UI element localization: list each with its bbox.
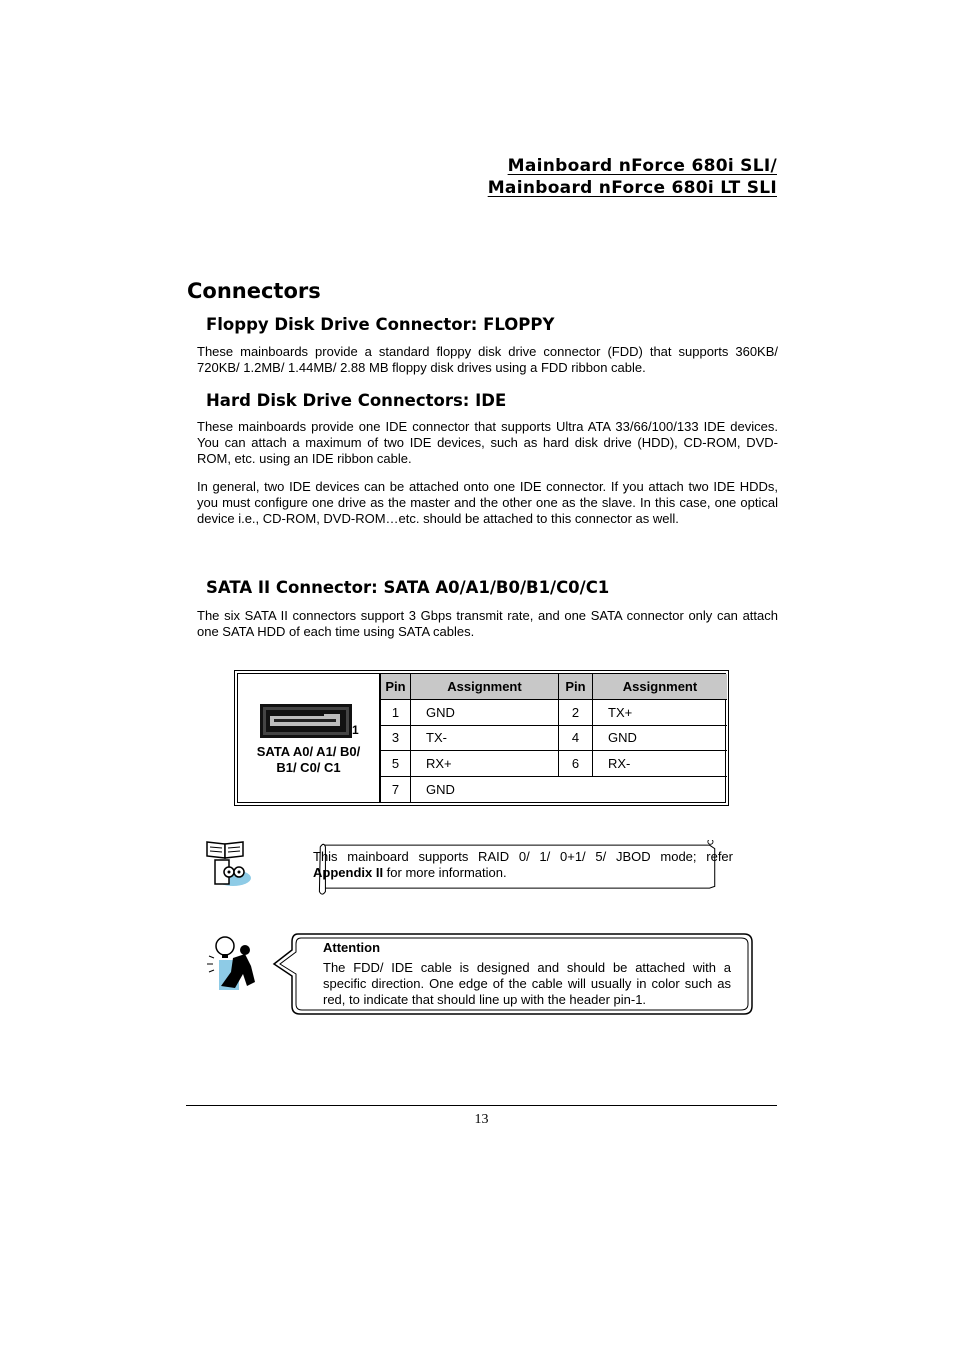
table-row bbox=[381, 725, 728, 751]
table-row bbox=[381, 751, 728, 777]
sata-connector-label: SATA A0/ A1/ B0/ B1/ C0/ C1 bbox=[256, 744, 361, 775]
raid-note: This mainboard supports RAID 0/ 1/ 0+1/ 5/ JBOD mode; refer Appendix II for more information. bbox=[313, 849, 733, 880]
attention-text: The FDD/ IDE cable is designed and should be attached with a specific direction. One edge of the cable will usually in color such as red, to indicate that should line up with the header pin-1. bbox=[323, 960, 731, 1007]
pin-cell: 1 bbox=[381, 700, 411, 726]
pin-header: Pin bbox=[381, 674, 411, 700]
attention-title: Attention bbox=[323, 940, 381, 955]
ide-text-1: These mainboards provide one IDE connector that supports Ultra ATA 33/66/100/133 IDE devices. You can attach a maximum of two IDE devices, such as hard disk drive (HDD), CD-ROM, DVD-ROM, etc. using an IDE ribbon cable. bbox=[197, 419, 778, 466]
sata-connector-icon bbox=[260, 704, 352, 738]
assignment-cell: RX+ bbox=[411, 751, 559, 777]
table-header-row bbox=[381, 674, 728, 700]
pin-cell: 3 bbox=[381, 725, 411, 751]
appendix-reference: Appendix II bbox=[313, 865, 384, 880]
ide-text-2: In general, two IDE devices can be attached onto one IDE connector. If you attach two IDE HDDs, you must configure one drive as the master and the other one as the slave. In this case, one optical device i.e., CD-ROM, DVD-ROM…etc. should be attached to this connector as well. bbox=[197, 479, 778, 526]
table-row bbox=[381, 776, 728, 802]
assignment-cell: TX+ bbox=[593, 700, 728, 726]
footer-divider bbox=[186, 1105, 777, 1106]
sata-heading: SATA II Connector: SATA A0/A1/B0/B1/C0/C1 bbox=[206, 578, 610, 597]
page-title: Connectors bbox=[187, 279, 321, 303]
pin-cell: 6 bbox=[559, 751, 593, 777]
table-row bbox=[381, 700, 728, 726]
sata-text: The six SATA II connectors support 3 Gbps transmit rate, and one SATA connector only can attach one SATA HDD of each time using SATA cables. bbox=[197, 608, 778, 639]
page-number: 13 bbox=[474, 1112, 489, 1127]
assignment-header: Assignment bbox=[593, 674, 728, 700]
pin-cell: 7 bbox=[381, 776, 411, 802]
pin-cell: 5 bbox=[381, 751, 411, 777]
sata-pin-table-box bbox=[234, 670, 729, 806]
attention-lightbulb-icon bbox=[203, 930, 259, 992]
sata-pin-table bbox=[380, 674, 727, 802]
note-reader-icon bbox=[203, 838, 255, 890]
assignment-cell: RX- bbox=[593, 751, 728, 777]
assignment-cell: TX- bbox=[411, 725, 559, 751]
pin1-marker: 1 bbox=[352, 723, 359, 737]
floppy-text: These mainboards provide a standard floppy disk drive connector (FDD) that supports 360KB/ 720KB/ 1.2MB/ 1.44MB/ 2.88 MB floppy disk drives using a FDD ribbon cable. bbox=[197, 344, 778, 375]
floppy-heading: Floppy Disk Drive Connector: FLOPPY bbox=[206, 315, 555, 334]
assignment-cell: GND bbox=[411, 776, 728, 802]
ide-heading: Hard Disk Drive Connectors: IDE bbox=[206, 391, 507, 410]
assignment-cell: GND bbox=[411, 700, 559, 726]
manual-header bbox=[488, 155, 777, 199]
pin-cell: 4 bbox=[559, 725, 593, 751]
header-line-1: Mainboard nForce 680i SLI/ bbox=[507, 156, 777, 176]
pin-cell: 2 bbox=[559, 700, 593, 726]
assignment-cell: GND bbox=[593, 725, 728, 751]
header-line-2: Mainboard nForce 680i LT SLI bbox=[487, 178, 777, 198]
sata-connector-cell bbox=[238, 674, 380, 802]
pin-header: Pin bbox=[559, 674, 593, 700]
assignment-header: Assignment bbox=[411, 674, 559, 700]
